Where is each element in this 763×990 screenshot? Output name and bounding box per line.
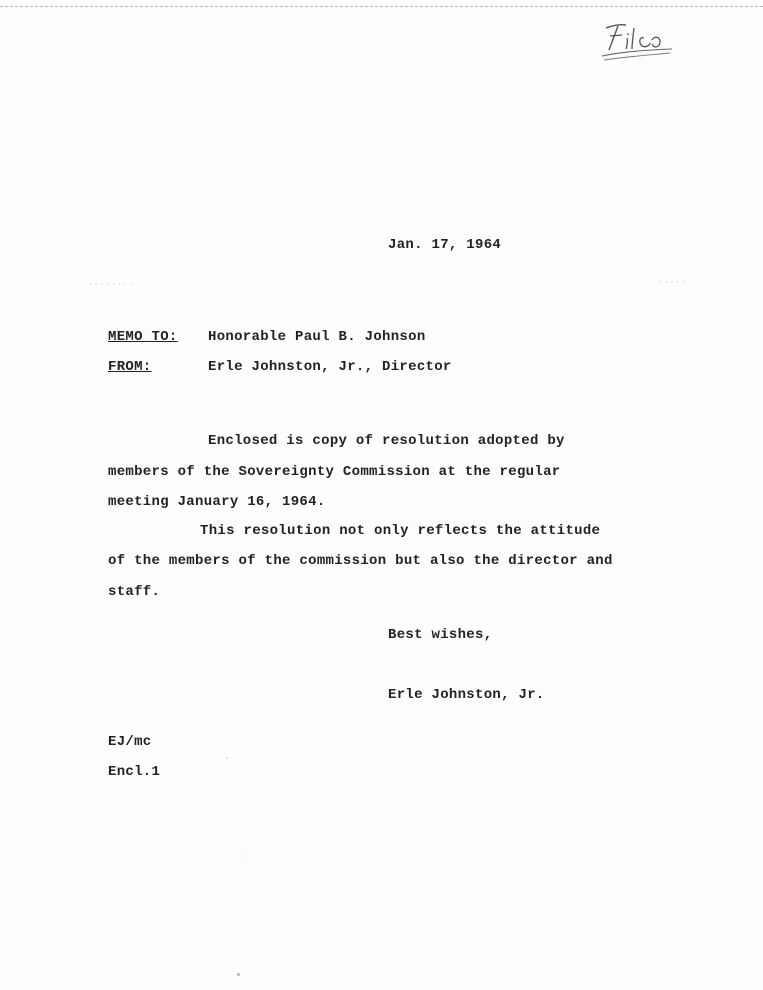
- memo-date: Jan. 17, 1964: [388, 237, 502, 253]
- scan-speck: [242, 855, 244, 857]
- margin-mark: ·····: [658, 278, 688, 287]
- scan-speck: [237, 973, 240, 976]
- margin-mark: ········: [88, 280, 135, 289]
- body-line: members of the Sovereignty Commission at the regular: [108, 464, 561, 480]
- reference-initials: EJ/mc: [108, 734, 152, 750]
- body-line: staff.: [108, 584, 161, 600]
- memo-to-value: Honorable Paul B. Johnson: [208, 329, 426, 345]
- closing: Best wishes,: [388, 627, 493, 643]
- signature-name: Erle Johnston, Jr.: [388, 687, 545, 703]
- from-value: Erle Johnston, Jr., Director: [208, 359, 452, 375]
- page-top-edge: [0, 0, 763, 7]
- memo-to-label: MEMO TO:: [108, 329, 178, 345]
- scan-speck: [226, 757, 228, 759]
- body-line: Enclosed is copy of resolution adopted by: [208, 433, 565, 449]
- enclosure-note: Encl.1: [108, 764, 161, 780]
- body-line: This resolution not only reflects the attitude: [200, 523, 601, 539]
- body-line: meeting January 16, 1964.: [108, 494, 326, 510]
- from-label: FROM:: [108, 359, 152, 375]
- handwritten-file-mark: [600, 16, 680, 62]
- body-line: of the members of the commission but also the director and: [108, 553, 613, 569]
